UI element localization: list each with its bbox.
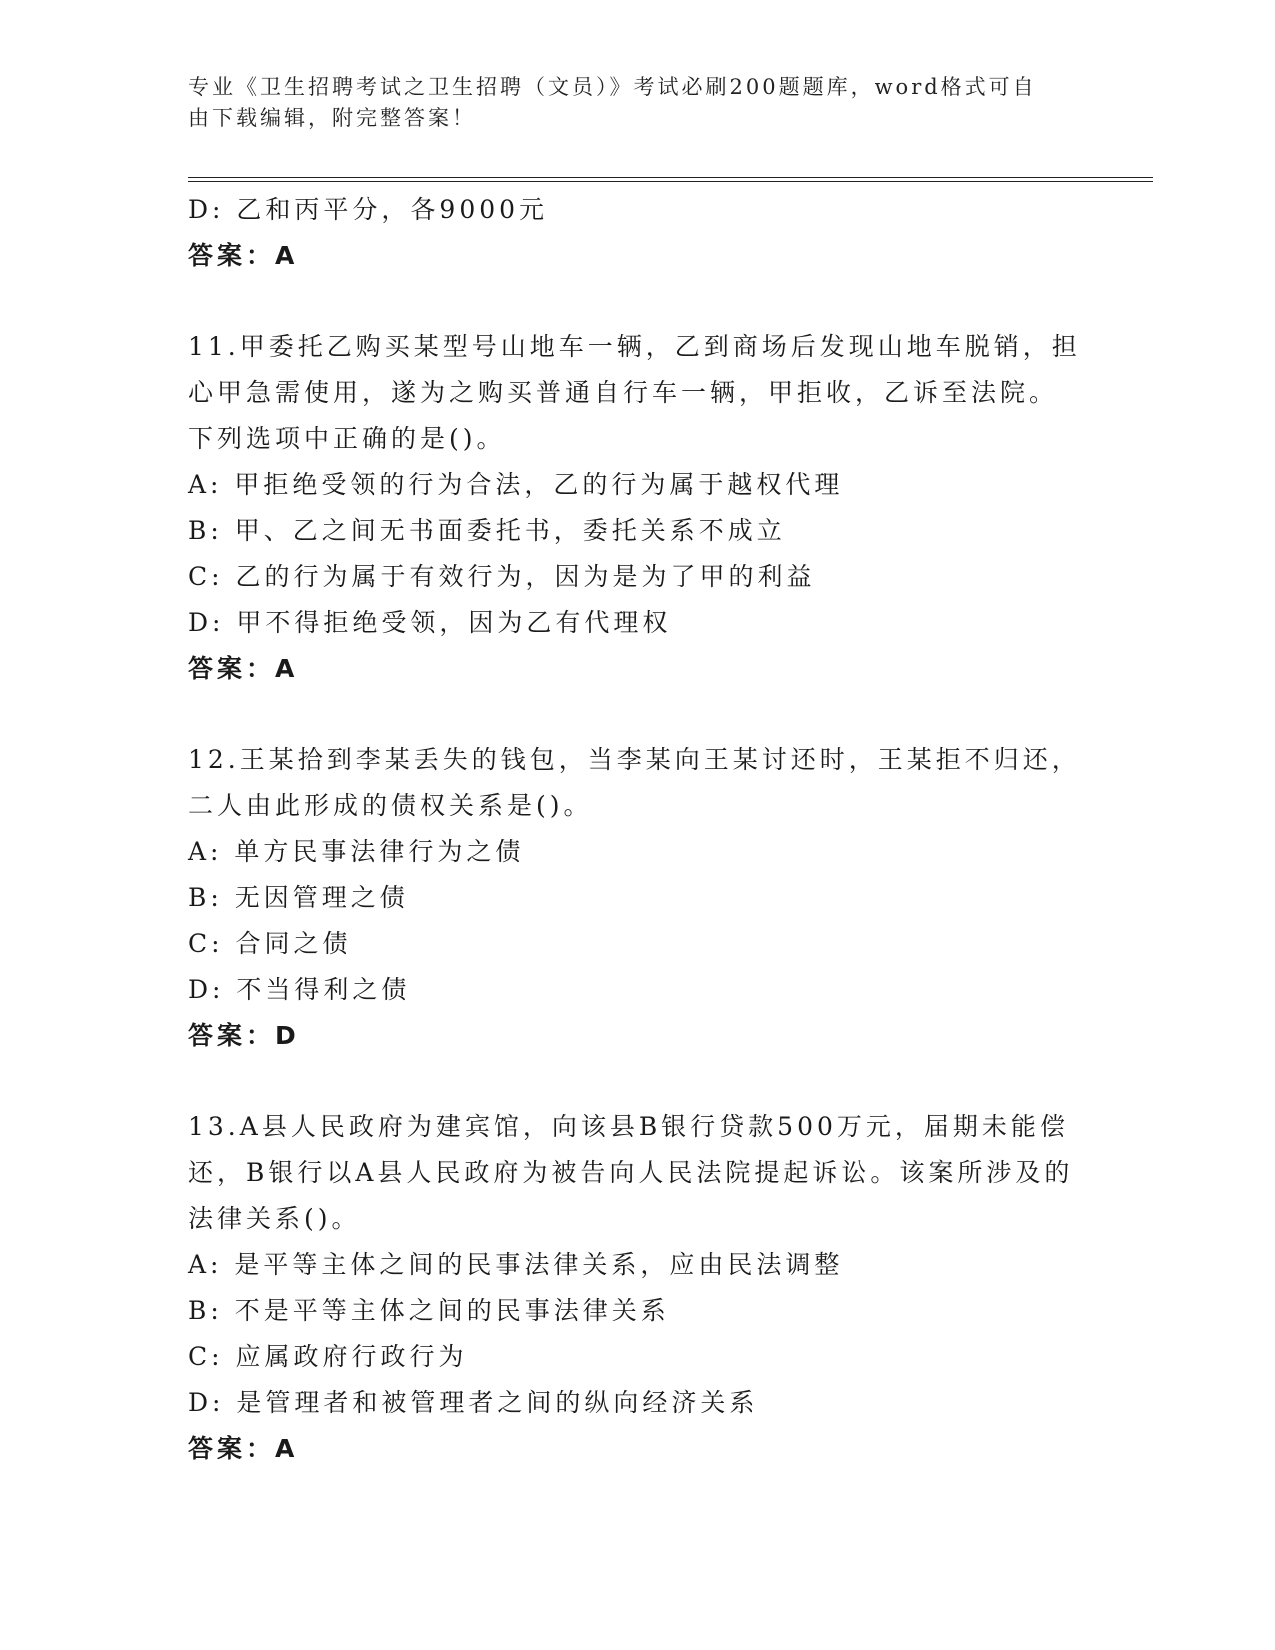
option-b: B: 不是平等主体之间的民事法律关系 (188, 1296, 670, 1325)
question-stem-line-1: 12.王某拾到李某丢失的钱包，当李某向王某讨还时，王某拒不归还， (188, 745, 1081, 774)
question-spacer (188, 692, 1088, 737)
question-spacer (188, 1059, 1088, 1104)
header-rule-bottom (188, 181, 1153, 182)
option-d: D: 不当得利之债 (188, 975, 411, 1004)
question-stem-line-2: 还，B银行以A县人民政府为被告向人民法院提起诉讼。该案所涉及的 (188, 1158, 1074, 1187)
question-stem-line-1: 13.A县人民政府为建宾馆，向该县B银行贷款500万元，届期未能偿 (188, 1112, 1069, 1141)
option-a: A: 是平等主体之间的民事法律关系，应由民法调整 (188, 1250, 844, 1279)
option-c: C: 应属政府行政行为 (188, 1342, 468, 1371)
answer-line: 答案：A (188, 241, 299, 270)
option-b: B: 甲、乙之间无书面委托书，委托关系不成立 (188, 516, 786, 545)
header-rule-top (188, 177, 1153, 178)
question-stem-line-2: 心甲急需使用，遂为之购买普通自行车一辆，甲拒收，乙诉至法院。 (188, 378, 1059, 407)
option-d: D: 是管理者和被管理者之间的纵向经济关系 (188, 1388, 759, 1417)
page-header (188, 72, 1068, 134)
header-line-2: 由下载编辑，附完整答案！ (188, 106, 476, 130)
question-11 (188, 324, 1088, 692)
question-list (188, 187, 1088, 1472)
option-a: A: 甲拒绝受领的行为合法，乙的行为属于越权代理 (188, 470, 844, 499)
answer-line: 答案：A (188, 654, 299, 683)
option-c: C: 合同之债 (188, 929, 352, 958)
option-c: C: 乙的行为属于有效行为，因为是为了甲的利益 (188, 562, 816, 591)
question-stem-line-2: 二人由此形成的债权关系是()。 (188, 791, 593, 820)
answer-line: 答案：D (188, 1021, 300, 1050)
option-b: B: 无因管理之债 (188, 883, 409, 912)
question-10 (188, 187, 1088, 279)
question-stem-line-1: 11.甲委托乙购买某型号山地车一辆，乙到商场后发现山地车脱销，担 (188, 332, 1081, 361)
question-12 (188, 737, 1088, 1059)
option-a: A: 单方民事法律行为之债 (188, 837, 525, 866)
question-13 (188, 1104, 1088, 1472)
option-d: D: 甲不得拒绝受领，因为乙有代理权 (188, 608, 672, 637)
option-d: D: 乙和丙平分，各9000元 (188, 195, 549, 224)
answer-line: 答案：A (188, 1434, 299, 1463)
question-stem-line-3: 下列选项中正确的是()。 (188, 424, 506, 453)
header-line-1: 专业《卫生招聘考试之卫生招聘（文员）》考试必刷200题题库，word格式可自 (188, 75, 1037, 99)
question-stem-line-3: 法律关系()。 (188, 1204, 361, 1233)
question-spacer (188, 279, 1088, 324)
